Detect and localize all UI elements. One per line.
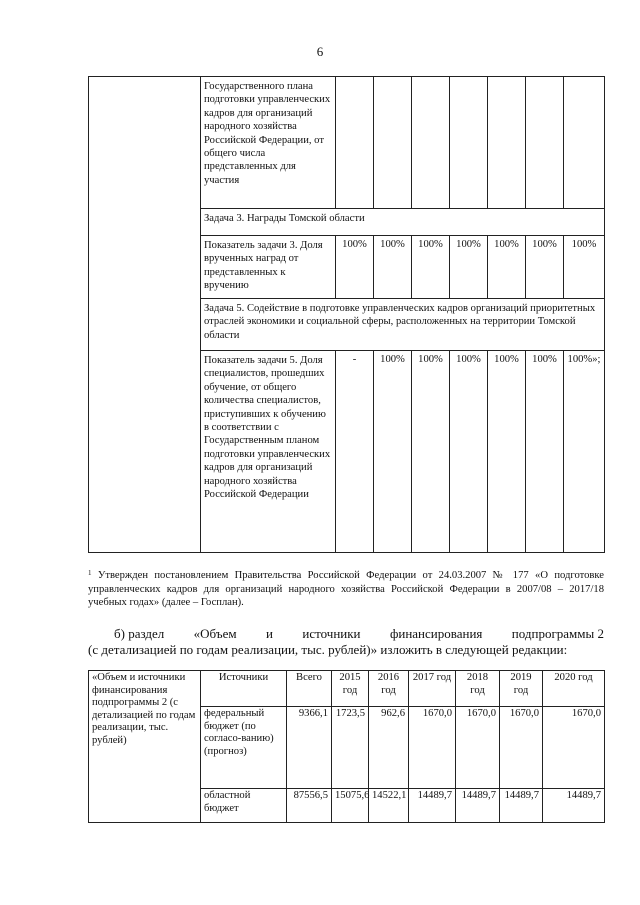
paragraph-word: источники: [302, 626, 361, 641]
empty-left-cell: [89, 77, 201, 553]
finance-table: [88, 670, 605, 823]
paragraph-word: подпрограммы 2: [511, 626, 604, 641]
indicator-cell: Государственного плана подготовки управленческих кадров для организаций народного хозяйства Российской Федерации, от общего числа представленных для участия: [201, 77, 336, 209]
paragraph-word: финансирования: [389, 626, 483, 641]
value-cell: 14489,7: [500, 789, 543, 823]
amendment-paragraph: [88, 626, 604, 658]
value-cell: 1670,0: [456, 707, 500, 789]
indicator-cell: Показатель задачи 3. Доля врученных наград от представленных к вручению: [201, 236, 336, 299]
value-cell: 14522,1: [369, 789, 409, 823]
value-cell: 1670,0: [409, 707, 456, 789]
column-header: 2018 год: [456, 671, 500, 707]
task-5-title: Задача 5. Содействие в подготовке управленческих кадров организаций приоритетных отраслей экономики и социальной сферы, расположенных на территории Томской области: [201, 299, 605, 351]
footnote-marker: 1: [88, 569, 92, 577]
column-header: 2017 год: [409, 671, 456, 707]
column-header: Источники: [201, 671, 287, 707]
value-cell: 14489,7: [456, 789, 500, 823]
value-cell: 1670,0: [543, 707, 605, 789]
indicator-cell: Показатель задачи 5. Доля специалистов, прошедших обучение, от общего количества специалистов, приступивших к обучению в соответствии с Государственным планом подготовки управленческих кадров для организаций народного хозяйства Российской Федерации: [201, 351, 336, 553]
value-cell: 100%: [374, 236, 412, 299]
value-cell: 100%: [450, 236, 488, 299]
header-row: [89, 671, 605, 707]
footnote: [88, 569, 604, 610]
value-cell: 100%: [526, 351, 564, 553]
value-cell: 100%»;: [564, 351, 605, 553]
paragraph-word: и: [266, 626, 273, 641]
value-cell: 100%: [488, 351, 526, 553]
value-cell: 962,6: [369, 707, 409, 789]
value-cell: 15075,6: [332, 789, 369, 823]
indicators-table: [88, 76, 605, 553]
value-cell: 100%: [450, 351, 488, 553]
value-cell: [412, 77, 450, 209]
page-number: 6: [316, 44, 324, 59]
column-header: 2019 год: [500, 671, 543, 707]
row-label-cell: «Объем и источники финансирования подпрограммы 2 (с детализацией по годам реализации, тыс. рублей): [89, 671, 201, 823]
column-header: Всего: [287, 671, 332, 707]
task-3-title: Задача 3. Награды Томской области: [201, 209, 605, 236]
value-cell: [336, 77, 374, 209]
value-cell: 100%: [564, 236, 605, 299]
source-cell: областной бюджет: [201, 789, 287, 823]
value-cell: [488, 77, 526, 209]
value-cell: [526, 77, 564, 209]
source-cell: федеральный бюджет (по согласо-ванию) (прогноз): [201, 707, 287, 789]
value-cell: -: [336, 351, 374, 553]
value-cell: 87556,5: [287, 789, 332, 823]
value-cell: 100%: [488, 236, 526, 299]
column-header: 2015 год: [332, 671, 369, 707]
paragraph-word: «Объем: [193, 626, 237, 641]
value-cell: 100%: [526, 236, 564, 299]
footnote-text: Утвержден постановлением Правительства Российской Федерации от 24.03.2007 № 177 «О подготовке управленческих кадров для организаций народного хозяйства Российской Федерации в 2007/08 – 2017/18 учебных годах» (далее – Госплан).: [88, 570, 604, 608]
column-header: 2016 год: [369, 671, 409, 707]
value-cell: 100%: [412, 236, 450, 299]
value-cell: 100%: [374, 351, 412, 553]
paragraph-word: б) раздел: [114, 626, 165, 641]
value-cell: [374, 77, 412, 209]
paragraph-line-1: [88, 626, 604, 642]
value-cell: 100%: [412, 351, 450, 553]
value-cell: 100%: [336, 236, 374, 299]
value-cell: 14489,7: [409, 789, 456, 823]
value-cell: 9366,1: [287, 707, 332, 789]
table-row: [89, 77, 605, 209]
column-header: 2020 год: [543, 671, 605, 707]
value-cell: 1723,5: [332, 707, 369, 789]
value-cell: 1670,0: [500, 707, 543, 789]
paragraph-line-2: (с детализацией по годам реализации, тыс. рублей)» изложить в следующей редакции:: [88, 642, 568, 657]
value-cell: [450, 77, 488, 209]
value-cell: 14489,7: [543, 789, 605, 823]
value-cell: [564, 77, 605, 209]
